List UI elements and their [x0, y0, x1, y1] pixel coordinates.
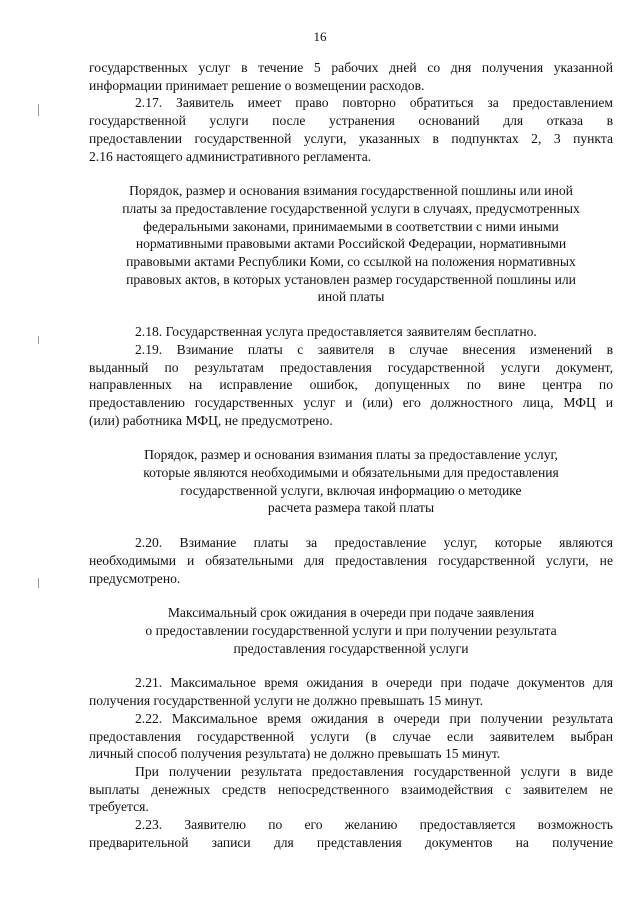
text-line: (или) работника МФЦ, не предусмотрено.	[89, 412, 333, 428]
text-line: предоставления государственной услуги (в случае если заявителем выбран	[89, 728, 613, 744]
paragraph	[89, 816, 613, 851]
paragraph	[89, 674, 613, 709]
text-line: государственной услуги после устранения оснований для отказа в	[89, 113, 613, 129]
heading-line: правовыми актами Республики Коми, со ссылкой на положения нормативных	[126, 254, 576, 270]
heading-line: Порядок, размер и основания взимания платы за предоставление услуг,	[144, 447, 558, 463]
heading-line: иной платы	[317, 289, 385, 305]
text-line: государственных услуг в течение 5 рабочих дней со дня получения указанной	[89, 60, 613, 75]
margin-mark	[38, 104, 39, 116]
section-heading	[89, 182, 613, 306]
document-body	[89, 59, 613, 851]
text-line: 2.18. Государственная услуга предоставляется заявителям бесплатно.	[135, 324, 537, 340]
text-line: получения государственной услуги не должно превышать 15 минут.	[89, 693, 483, 709]
paragraph	[89, 710, 613, 763]
text-line: предоставлении государственной услуги, указанных в подпунктах 2, 3 пункта	[89, 130, 613, 146]
text-line: требуется.	[89, 799, 149, 815]
text-line: выданный по результатам предоставления государственной услуги документ,	[89, 359, 613, 375]
text-line: 2.19. Взимание платы с заявителя в случае внесения изменений в	[135, 341, 613, 357]
text-line: При получении результата предоставления государственной услуги в виде	[135, 763, 613, 779]
paragraph-gap	[89, 587, 613, 604]
text-line: необходимыми и обязательными для предоставления государственной услуги, не	[89, 552, 613, 568]
heading-line: о предоставлении государственной услуги и при получении результата	[145, 622, 557, 638]
section-heading	[89, 446, 613, 517]
paragraph	[89, 59, 613, 94]
heading-line: нормативными правовыми актами Российской Федерации, нормативными	[135, 236, 567, 252]
text-line: предоставлению государственных услуг и (или) его должностного лица, МФЦ и	[89, 394, 613, 410]
text-line: выплаты денежных средств непосредственного взаимодействия с заявителем не	[89, 781, 613, 797]
text-line: предусмотрено.	[89, 570, 181, 586]
paragraph	[89, 534, 613, 587]
margin-mark	[38, 336, 39, 344]
paragraph	[89, 341, 613, 430]
paragraph	[89, 94, 613, 165]
heading-line: расчета размера такой платы	[267, 500, 435, 516]
text-line: информации принимает решение о возмещении расходов.	[89, 77, 425, 93]
text-line: 2.23. Заявителю по его желанию предоставляется возможность	[135, 817, 613, 833]
heading-line: Максимальный срок ожидания в очереди при подаче заявления	[167, 605, 535, 621]
paragraph-gap	[89, 517, 613, 534]
heading-line: предоставления государственной услуги	[233, 640, 469, 656]
paragraph-gap	[89, 429, 613, 446]
paragraph-gap	[89, 657, 613, 674]
paragraph	[89, 323, 613, 341]
paragraph-gap	[89, 165, 613, 182]
text-line: 2.21. Максимальное время ожидания в очереди при подаче документов для	[135, 675, 613, 691]
heading-line: которые являются необходимыми и обязательными для предоставления	[143, 465, 559, 481]
heading-line: платы за предоставление государственной услуги в случаях, предусмотренных	[122, 200, 580, 216]
text-line: направленных на исправление ошибок, допущенных по вине центра по	[89, 377, 613, 393]
text-line: личный способ получения результата) не должно превышать 15 минут.	[89, 746, 501, 762]
text-line: 2.17. Заявитель имеет право повторно обратиться за предоставлением	[135, 95, 613, 111]
heading-line: правовых актов, в которых установлен размер государственной пошлины или	[126, 271, 576, 287]
paragraph	[89, 763, 613, 816]
heading-line: государственной услуги, включая информацию о методике	[180, 482, 522, 498]
text-line: предварительной записи для представления документов на получение	[89, 834, 613, 850]
margin-mark	[38, 578, 39, 588]
heading-line: Порядок, размер и основания взимания государственной пошлины или иной	[129, 183, 573, 199]
text-line: 2.16 настоящего административного регламента.	[89, 148, 372, 164]
text-line: 2.22. Максимальное время ожидания в очереди при получении результата	[135, 710, 613, 726]
heading-line: федеральными законами, принимаемыми в соответствии с ними иными	[143, 218, 559, 234]
section-heading	[89, 604, 613, 657]
paragraph-gap	[89, 306, 613, 323]
text-line: 2.20. Взимание платы за предоставление услуг, которые являются	[135, 535, 613, 551]
page-number: 16	[313, 29, 327, 44]
